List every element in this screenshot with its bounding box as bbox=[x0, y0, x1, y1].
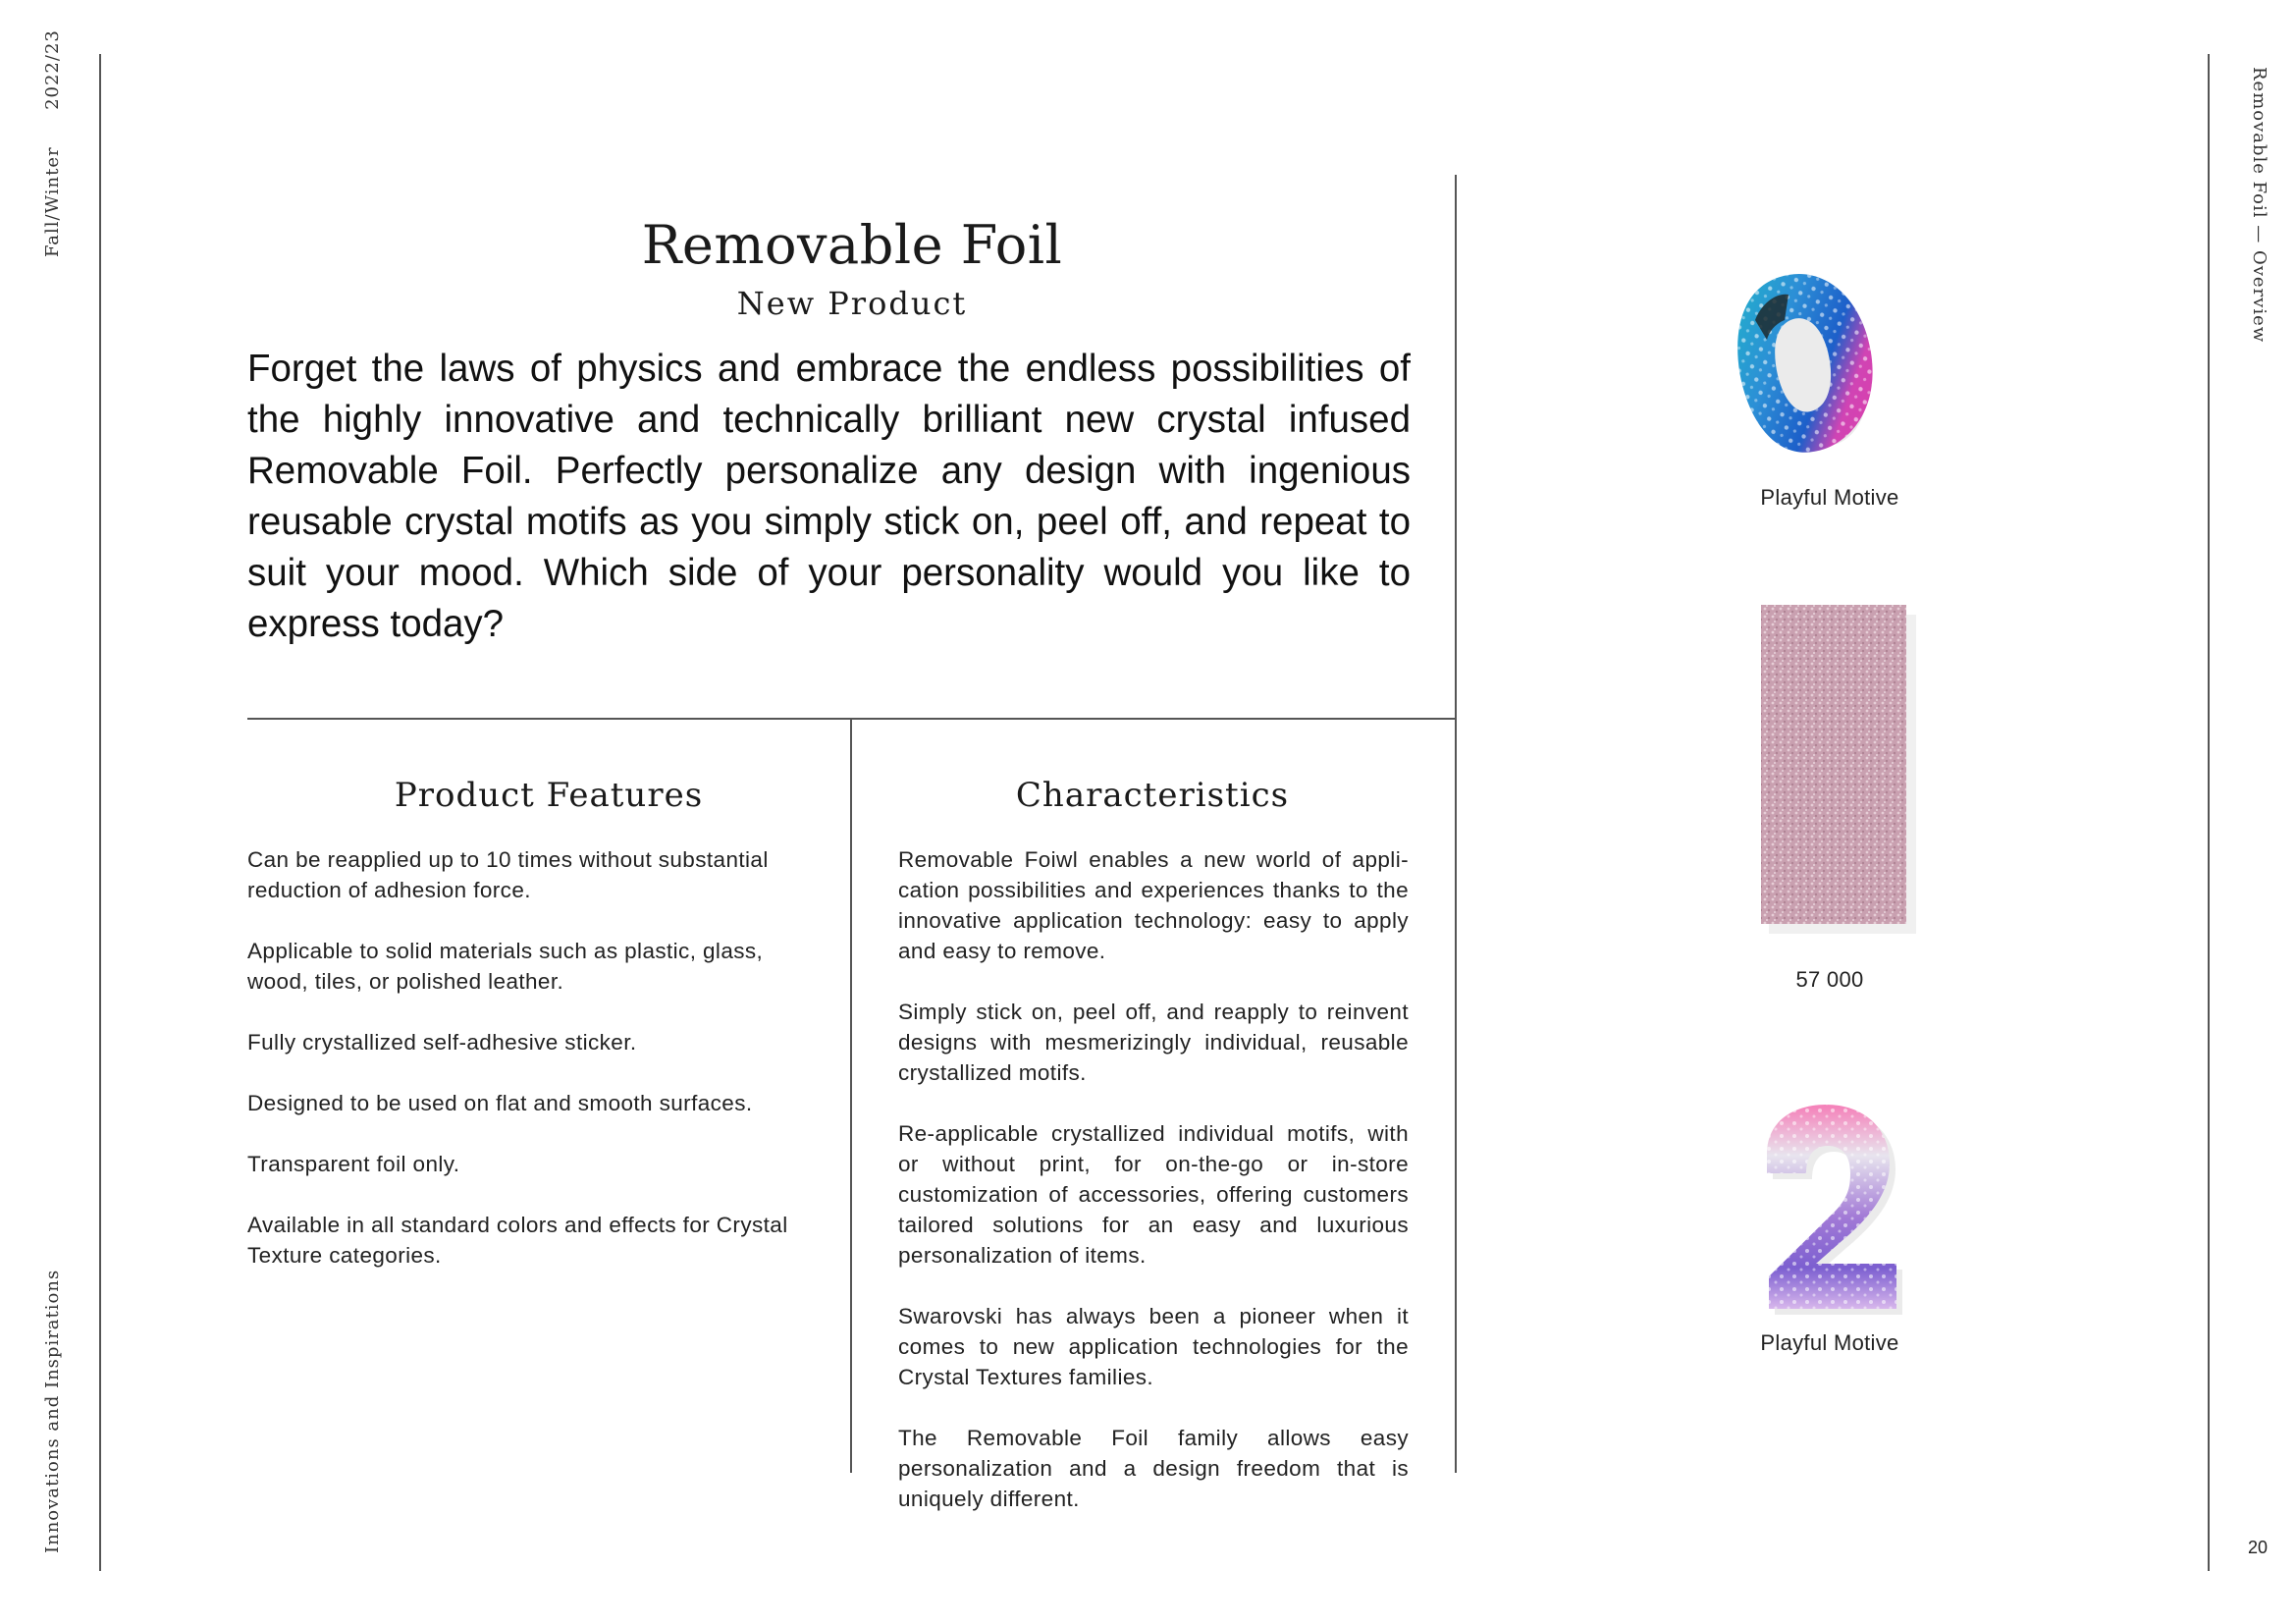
column-divider bbox=[850, 718, 852, 1473]
season-text: Fall/Winter bbox=[42, 146, 63, 257]
feature-item: Can be reapplied up to 10 times without substantial reduction of adhesion force. bbox=[247, 847, 769, 902]
product-caption: Playful Motive bbox=[1760, 485, 1899, 510]
feature-item: Available in all standard colors and effects for Crystal Texture categories. bbox=[247, 1213, 788, 1268]
characteristic-item: The Removable Foil family allows easy personalization and a design freedom that is uniquely different. bbox=[898, 1426, 1409, 1511]
characteristics-heading: Characteristics bbox=[1015, 776, 1290, 815]
season-label bbox=[42, 29, 63, 257]
page-number: 20 bbox=[2248, 1538, 2269, 1557]
intro-paragraph: Forget the laws of physics and embrace the endless possibilities of the highly innovative and technically brilliant new crystal infused Removable Foil. Perfectly personalize any design with ingenious reusable crystal motifs as you simply stick on, peel off, and repeat to suit your mood. Which side of your personality would you like to express today? bbox=[247, 348, 1411, 645]
content-right-rule bbox=[1455, 175, 1457, 1473]
characteristic-item: Removable Foiwl enables a new world of appli-cation possibilities and experiences thanks to the innovative application technology: easy to apply and easy to remove. bbox=[898, 847, 1409, 963]
page-subtitle: New Product bbox=[736, 285, 968, 322]
feature-item: Transparent foil only. bbox=[247, 1152, 460, 1176]
crystal-number-2-icon bbox=[1728, 1095, 1924, 1321]
features-list bbox=[247, 844, 817, 1301]
product-caption: Playful Motive bbox=[1760, 1330, 1899, 1355]
crystal-foil-swatch-icon bbox=[1747, 599, 1924, 943]
feature-item: Fully crystallized self-adhesive sticker. bbox=[247, 1030, 637, 1055]
year-text: 2022/23 bbox=[42, 29, 63, 110]
right-margin-rule bbox=[2208, 54, 2210, 1571]
features-heading: Product Features bbox=[394, 776, 704, 815]
feature-item: Designed to be used on flat and smooth surfaces. bbox=[247, 1091, 753, 1115]
section-label: Innovations and Inspirations bbox=[42, 1269, 63, 1553]
characteristics-list bbox=[898, 844, 1409, 1544]
running-title: Removable Foil — Overview bbox=[2249, 67, 2269, 344]
characteristic-item: Swarovski has always been a pioneer when it comes to new application technologies for the Crystal Textures families. bbox=[898, 1304, 1409, 1389]
crystal-letter-o-icon bbox=[1708, 263, 1904, 460]
characteristic-item: Re-applicable crystallized individual motifs, with or without print, for on-the-go or in-store customization of accessories, offering customers tailored solutions for an easy and luxurious personalization of items. bbox=[898, 1121, 1409, 1268]
page-title: Removable Foil bbox=[641, 214, 1063, 276]
section-divider bbox=[247, 718, 1457, 720]
left-margin-rule bbox=[99, 54, 101, 1571]
feature-item: Applicable to solid materials such as plastic, glass, wood, tiles, or polished leather. bbox=[247, 939, 764, 994]
characteristic-item: Simply stick on, peel off, and reapply to reinvent designs with mesmerizingly individual, reusable crystallized motifs. bbox=[898, 1000, 1409, 1085]
product-caption: 57 000 bbox=[1795, 967, 1864, 992]
